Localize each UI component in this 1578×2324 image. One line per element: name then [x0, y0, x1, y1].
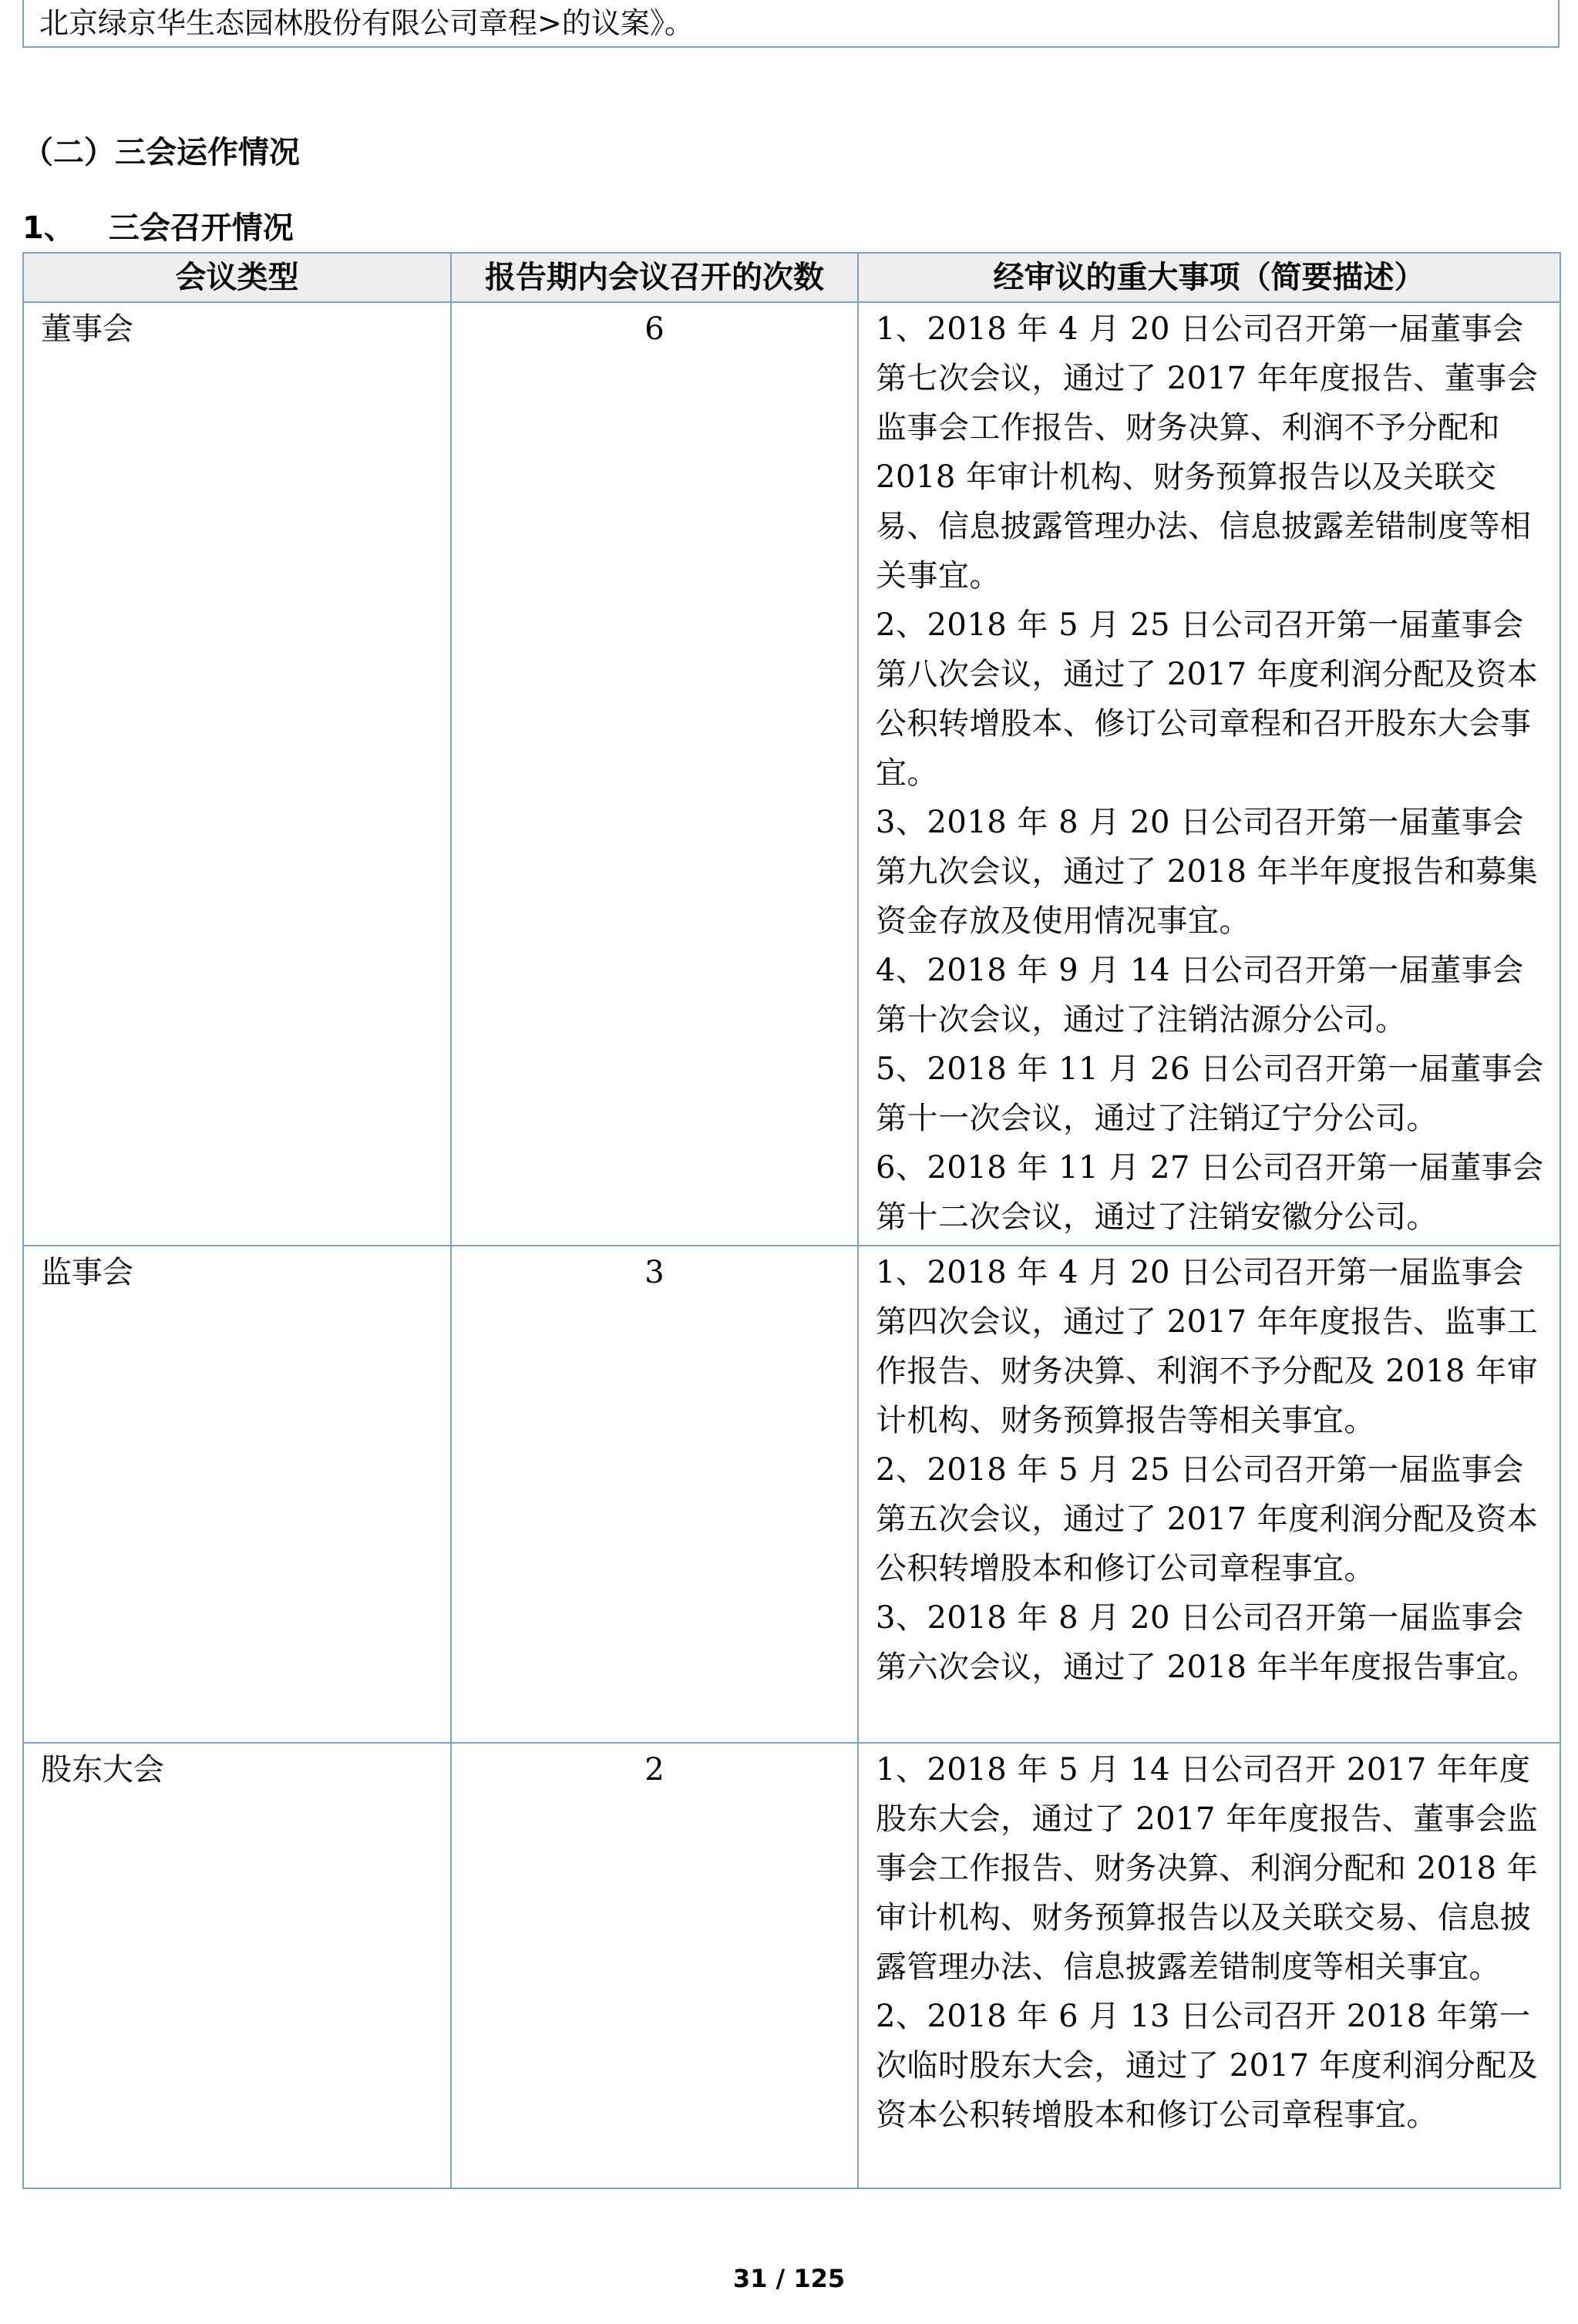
meeting-type-cell: 董事会 — [23, 302, 451, 1246]
matter-item: 2、2018 年 5 月 25 日公司召开第一届监事会第五次会议，通过了 2017 年度利润分配及资本公积转增股本和修订公司章程事宜。 — [876, 1452, 1539, 1586]
continuation-text: 北京绿京华生态园林股份有限公司章程>的议案》。 — [39, 6, 694, 40]
matter-item: 1、2018 年 4 月 20 日公司召开第一届董事会第七次会议，通过了 2017 年年度报告、董事会监事会工作报告、财务决算、利润不予分配和 2018 年审计机构、财务预算报告以及关联交易、信息披露管理办法、信息披露差错制度等相关事宜。 — [876, 311, 1539, 594]
sub-heading-title: 三会召开情况 — [108, 210, 294, 246]
table-row — [23, 302, 1560, 1246]
header-meeting-type: 会议类型 — [23, 253, 451, 302]
sub-heading-number: 1、 — [22, 210, 75, 246]
matter-item: 2、2018 年 5 月 25 日公司召开第一届董事会第八次会议，通过了 2017 年度利润分配及资本公积转增股本、修订公司章程和召开股东大会事宜。 — [876, 607, 1539, 791]
continuation-box — [22, 0, 1559, 48]
matters-cell — [858, 302, 1560, 1246]
meeting-count-cell: 3 — [451, 1246, 858, 1743]
matter-item: 1、2018 年 5 月 14 日公司召开 2017 年年度股东大会，通过了 2017 年年度报告、董事会监事会工作报告、财务决算、利润分配和 2018 年审计机构、财务预算报告以及关联交易、信息披露管理办法、信息披露差错制度等相关事宜。 — [876, 1752, 1539, 1985]
matter-item: 1、2018 年 4 月 20 日公司召开第一届监事会第四次会议，通过了 2017 年年度报告、监事工作报告、财务决算、利润不予分配及 2018 年审计机构、财务预算报告等相关事宜。 — [876, 1255, 1539, 1438]
table-header-row — [23, 253, 1560, 302]
meeting-type-cell: 监事会 — [23, 1246, 451, 1743]
matter-item: 6、2018 年 11 月 27 日公司召开第一届董事会第十二次会议，通过了注销安徽分公司。 — [876, 1150, 1544, 1235]
matter-item: 4、2018 年 9 月 14 日公司召开第一届董事会第十次会议，通过了注销沽源分公司。 — [876, 953, 1524, 1038]
matter-item: 3、2018 年 8 月 20 日公司召开第一届董事会第九次会议，通过了 2018 年半年度报告和募集资金存放及使用情况事宜。 — [876, 805, 1539, 939]
meetings-table — [22, 252, 1561, 2189]
meeting-count-cell: 2 — [451, 1743, 858, 2188]
matters-cell — [858, 1743, 1560, 2188]
header-major-matters: 经审议的重大事项（简要描述） — [858, 253, 1560, 302]
table-row — [23, 1743, 1560, 2188]
section-heading: （二）三会运作情况 — [22, 135, 300, 170]
matter-item: 2、2018 年 6 月 13 日公司召开 2018 年第一次临时股东大会，通过了 2017 年度利润分配及资本公积转增股本和修订公司章程事宜。 — [876, 1999, 1539, 2133]
sub-heading — [22, 207, 294, 250]
matter-item: 3、2018 年 8 月 20 日公司召开第一届监事会第六次会议，通过了 2018 年半年度报告事宜。 — [876, 1600, 1539, 1685]
meeting-count-cell: 6 — [451, 302, 858, 1246]
meeting-type-cell: 股东大会 — [23, 1743, 451, 2188]
header-meeting-count: 报告期内会议召开的次数 — [451, 253, 858, 302]
page-number: 31 / 125 — [732, 2264, 846, 2293]
matters-cell — [858, 1246, 1560, 1743]
table-row — [23, 1246, 1560, 1743]
matter-item: 5、2018 年 11 月 26 日公司召开第一届董事会第十一次会议，通过了注销辽宁分公司。 — [876, 1051, 1544, 1136]
